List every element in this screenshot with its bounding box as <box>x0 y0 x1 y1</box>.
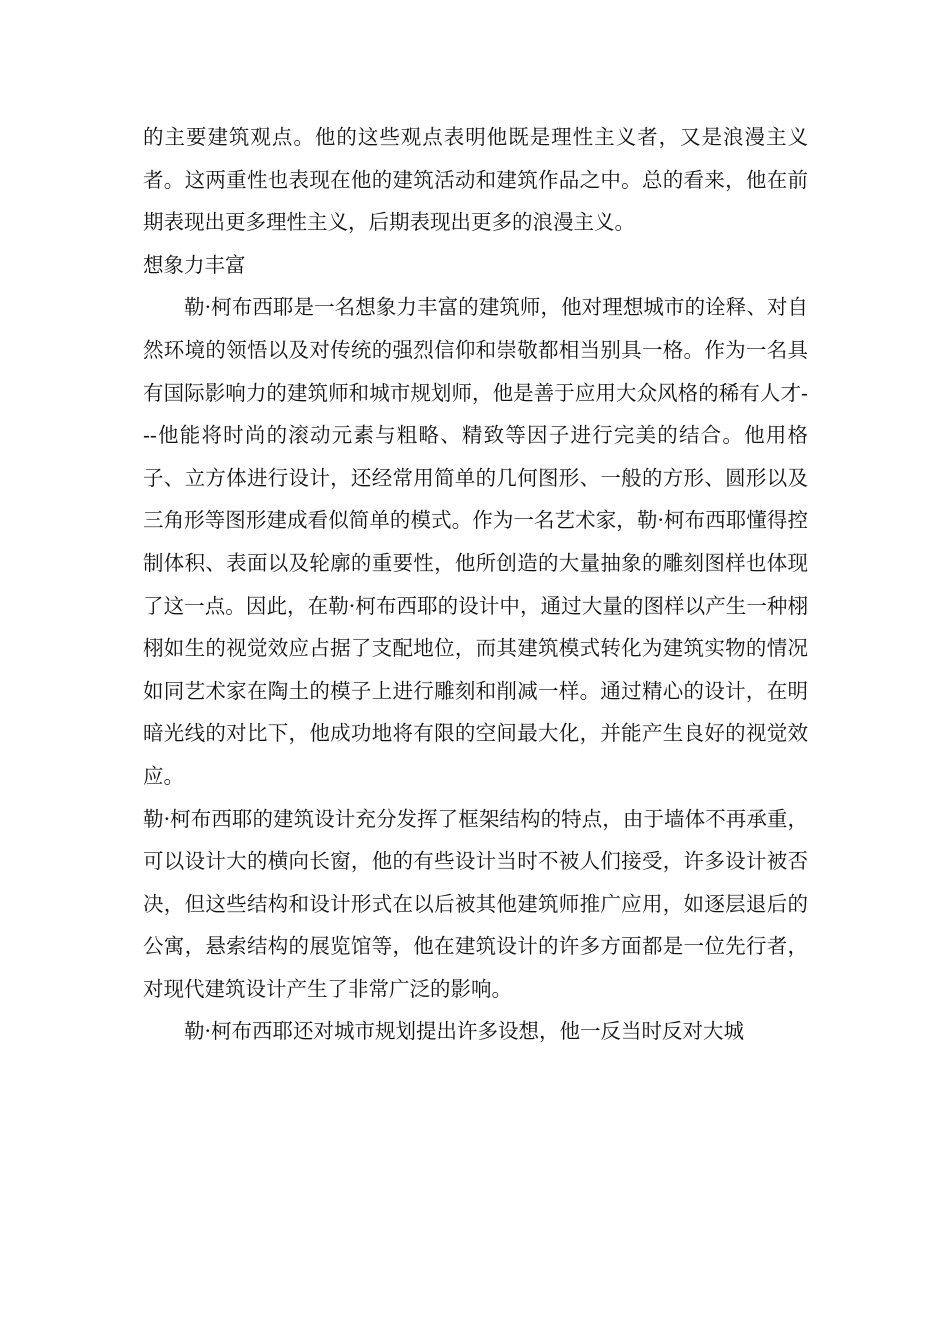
paragraph-frame-structure: 勒·柯布西耶的建筑设计充分发挥了框架结构的特点，由于墙体不再承重，可以设计大的横向长窗，他的有些设计当时不被人们接受，许多设计被否决，但这些结构和设计形式在以后被其他建筑师推广应用，如逐层退后的公寓，悬索结构的展览馆等，他在建筑设计的许多方面都是一位先行者，对现代建筑设计产生了非常广泛的影响。 <box>143 806 808 1001</box>
paragraph-imagination: 勒·柯布西耶是一名想象力丰富的建筑师，他对理想城市的诠释、对自然环境的领悟以及对传统的强烈信仰和崇敬都相当别具一格。作为一名具有国际影响力的建筑师和城市规划师，他是善于应用大众风格的稀有人才---他能将时尚的滚动元素与粗略、精致等因子进行完美的结合。他用格子、立方体进行设计，还经常用简单的几何图形、一般的方形、圆形以及三角形等图形建成看似简单的模式。作为一名艺术家，勒·柯布西耶懂得控制体积、表面以及轮廓的重要性，他所创造的大量抽象的雕刻图样也体现了这一点。因此，在勒·柯布西耶的设计中，通过大量的图样以产生一种栩栩如生的视觉效应占据了支配地位，而其建筑模式转化为建筑实物的情况如同艺术家在陶土的模子上进行雕刻和削减一样。通过精心的设计，在明暗光线的对比下，他成功地将有限的空间最大化，并能产生良好的视觉效应。 <box>143 295 808 788</box>
document-body <box>143 116 808 1053</box>
section-heading: 想象力丰富 <box>143 252 246 277</box>
paragraph-continuation: 的主要建筑观点。他的这些观点表明他既是理性主义者，又是浪漫主义者。这两重性也表现在他的建筑活动和建筑作品之中。总的看来，他在前期表现出更多理性主义，后期表现出更多的浪漫主义。 <box>143 125 808 235</box>
paragraph-urban-planning: 勒·柯布西耶还对城市规划提出许多设想，他一反当时反对大城 <box>184 1019 745 1044</box>
